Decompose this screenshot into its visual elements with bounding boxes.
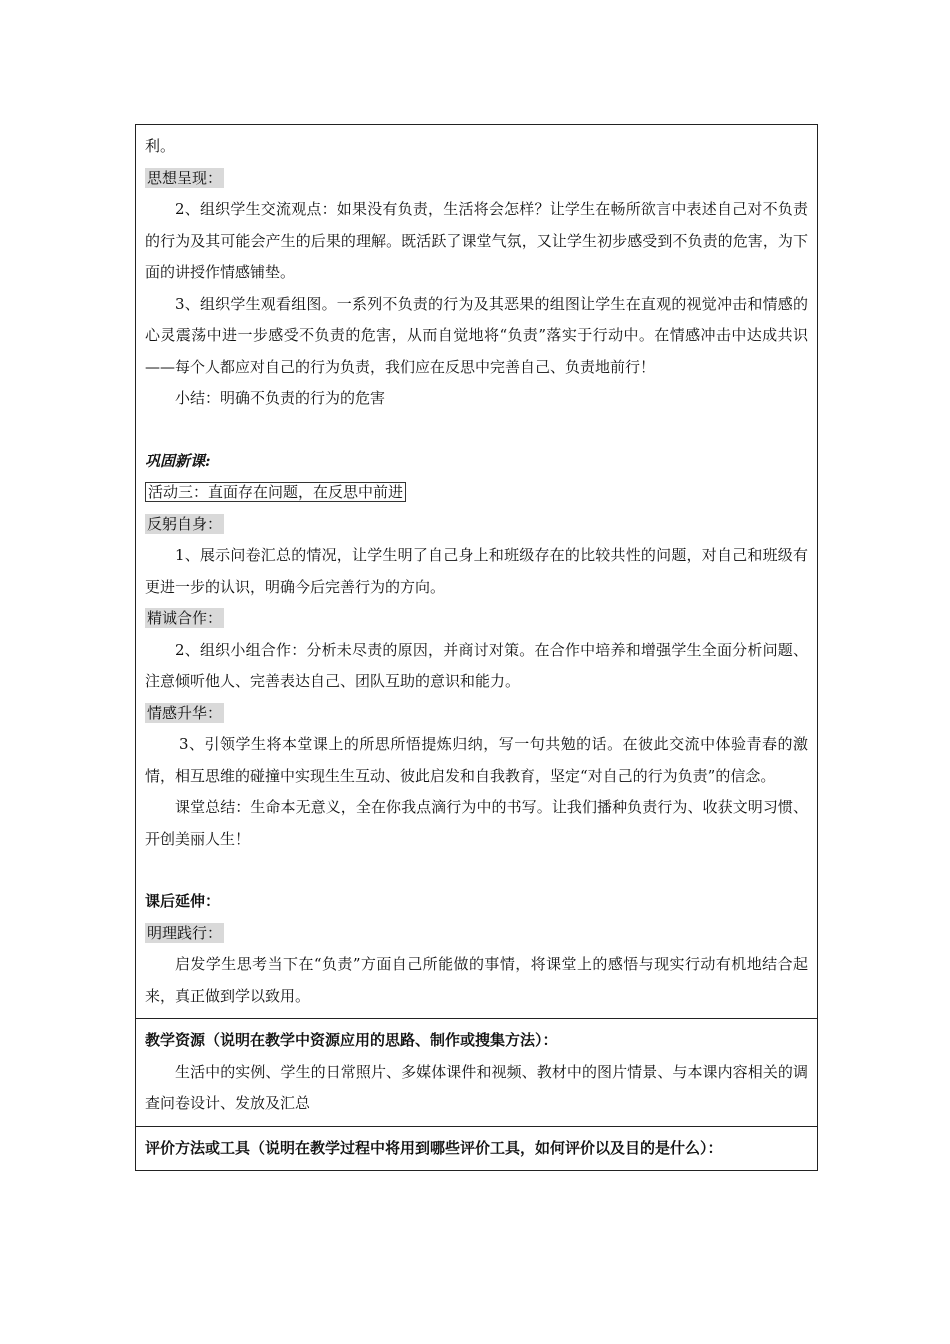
blank-line — [145, 415, 808, 446]
after-class-heading: 课后延伸： — [145, 892, 221, 910]
evaluation-cell — [136, 1126, 818, 1171]
resources-heading: 教学资源（说明在教学中资源应用的思路、制作或搜集方法）： — [145, 1031, 558, 1049]
resources-row — [136, 1019, 818, 1127]
resources-content: 生活中的实例、学生的日常照片、多媒体课件和视频、教材中的图片情景、与本课内容相关的调查问卷设计、发放及汇总 — [145, 1062, 808, 1112]
section-label-cooperation: 精诚合作： — [147, 609, 223, 627]
section-label-practice: 明理践行： — [147, 923, 223, 942]
blank-line — [145, 855, 808, 886]
paragraph-group-work: 2、组织小组合作：分析未尽责的原因，并商讨对策。在合作中培养和增强学生全面分析问题、注意倾听他人、完善表达自己、团队互助的意识和能力。 — [145, 640, 808, 690]
lesson-plan-table — [135, 124, 818, 1171]
activity-three-label: 活动三：直面存在问题，在反思中前进 — [145, 477, 808, 509]
paragraph-picture-viewing: 3、组织学生观看组图。一系列不负责的行为及其恶果的组图让学生在直观的视觉冲击和情感的心灵震荡中进一步感受不负责的危害，从而自觉地将“负责”落实于行动中。在情感冲击中达成共识——每个人都应对自己的行为负责，我们应在反思中完善自己、负责地前行！ — [145, 294, 808, 376]
class-summary-text: 课堂总结：生命本无意义，全在你我点滴行为中的书写。让我们播种负责行为、收获文明习惯、开创美丽人生！ — [145, 798, 808, 848]
resources-cell — [136, 1019, 818, 1127]
evaluation-row — [136, 1126, 818, 1171]
paragraph-motto: 3、引领学生将本堂课上的所思所悟提炼归纳，写一句共勉的话。在彼此交流中体验青春的激情，相互思维的碰撞中实现生生互动、彼此启发和自我教育，坚定“对自己的行为负责”的信念。 — [145, 735, 808, 785]
lesson-process-cell — [136, 125, 818, 1019]
section-label-self-reflection: 反躬自身： — [147, 514, 223, 533]
consolidate-heading: 巩固新课: — [145, 451, 211, 470]
paragraph-practice: 启发学生思考当下在“负责”方面自己所能做的事情，将课堂上的感悟与现实行动有机地结合起来，真正做到学以致用。 — [145, 955, 808, 1005]
section-label-thought-presentation: 思想呈现： — [147, 168, 223, 187]
paragraph-questionnaire: 1、展示问卷汇总的情况，让学生明了自己身上和班级存在的比较共性的问题，对自己和班级有更进一步的认识，明确今后完善行为的方向。 — [145, 546, 808, 596]
summary-text: 小结：明确不负责的行为的危害 — [175, 389, 386, 407]
paragraph-discussion: 2、组织学生交流观点：如果没有负责，生活将会怎样？让学生在畅所欲言中表述自己对不负责的行为及其可能会产生的后果的理解。既活跃了课堂气氛，又让学生初步感受到不负责的危害，为下面的讲授作情感铺垫。 — [145, 200, 808, 281]
section-label-emotion: 情感升华： — [147, 703, 223, 722]
evaluation-heading: 评价方法或工具（说明在教学过程中将用到哪些评价工具，如何评价以及目的是什么）： — [145, 1138, 723, 1157]
continuation-text: 利。 — [145, 137, 176, 155]
lesson-process-row — [136, 125, 818, 1019]
